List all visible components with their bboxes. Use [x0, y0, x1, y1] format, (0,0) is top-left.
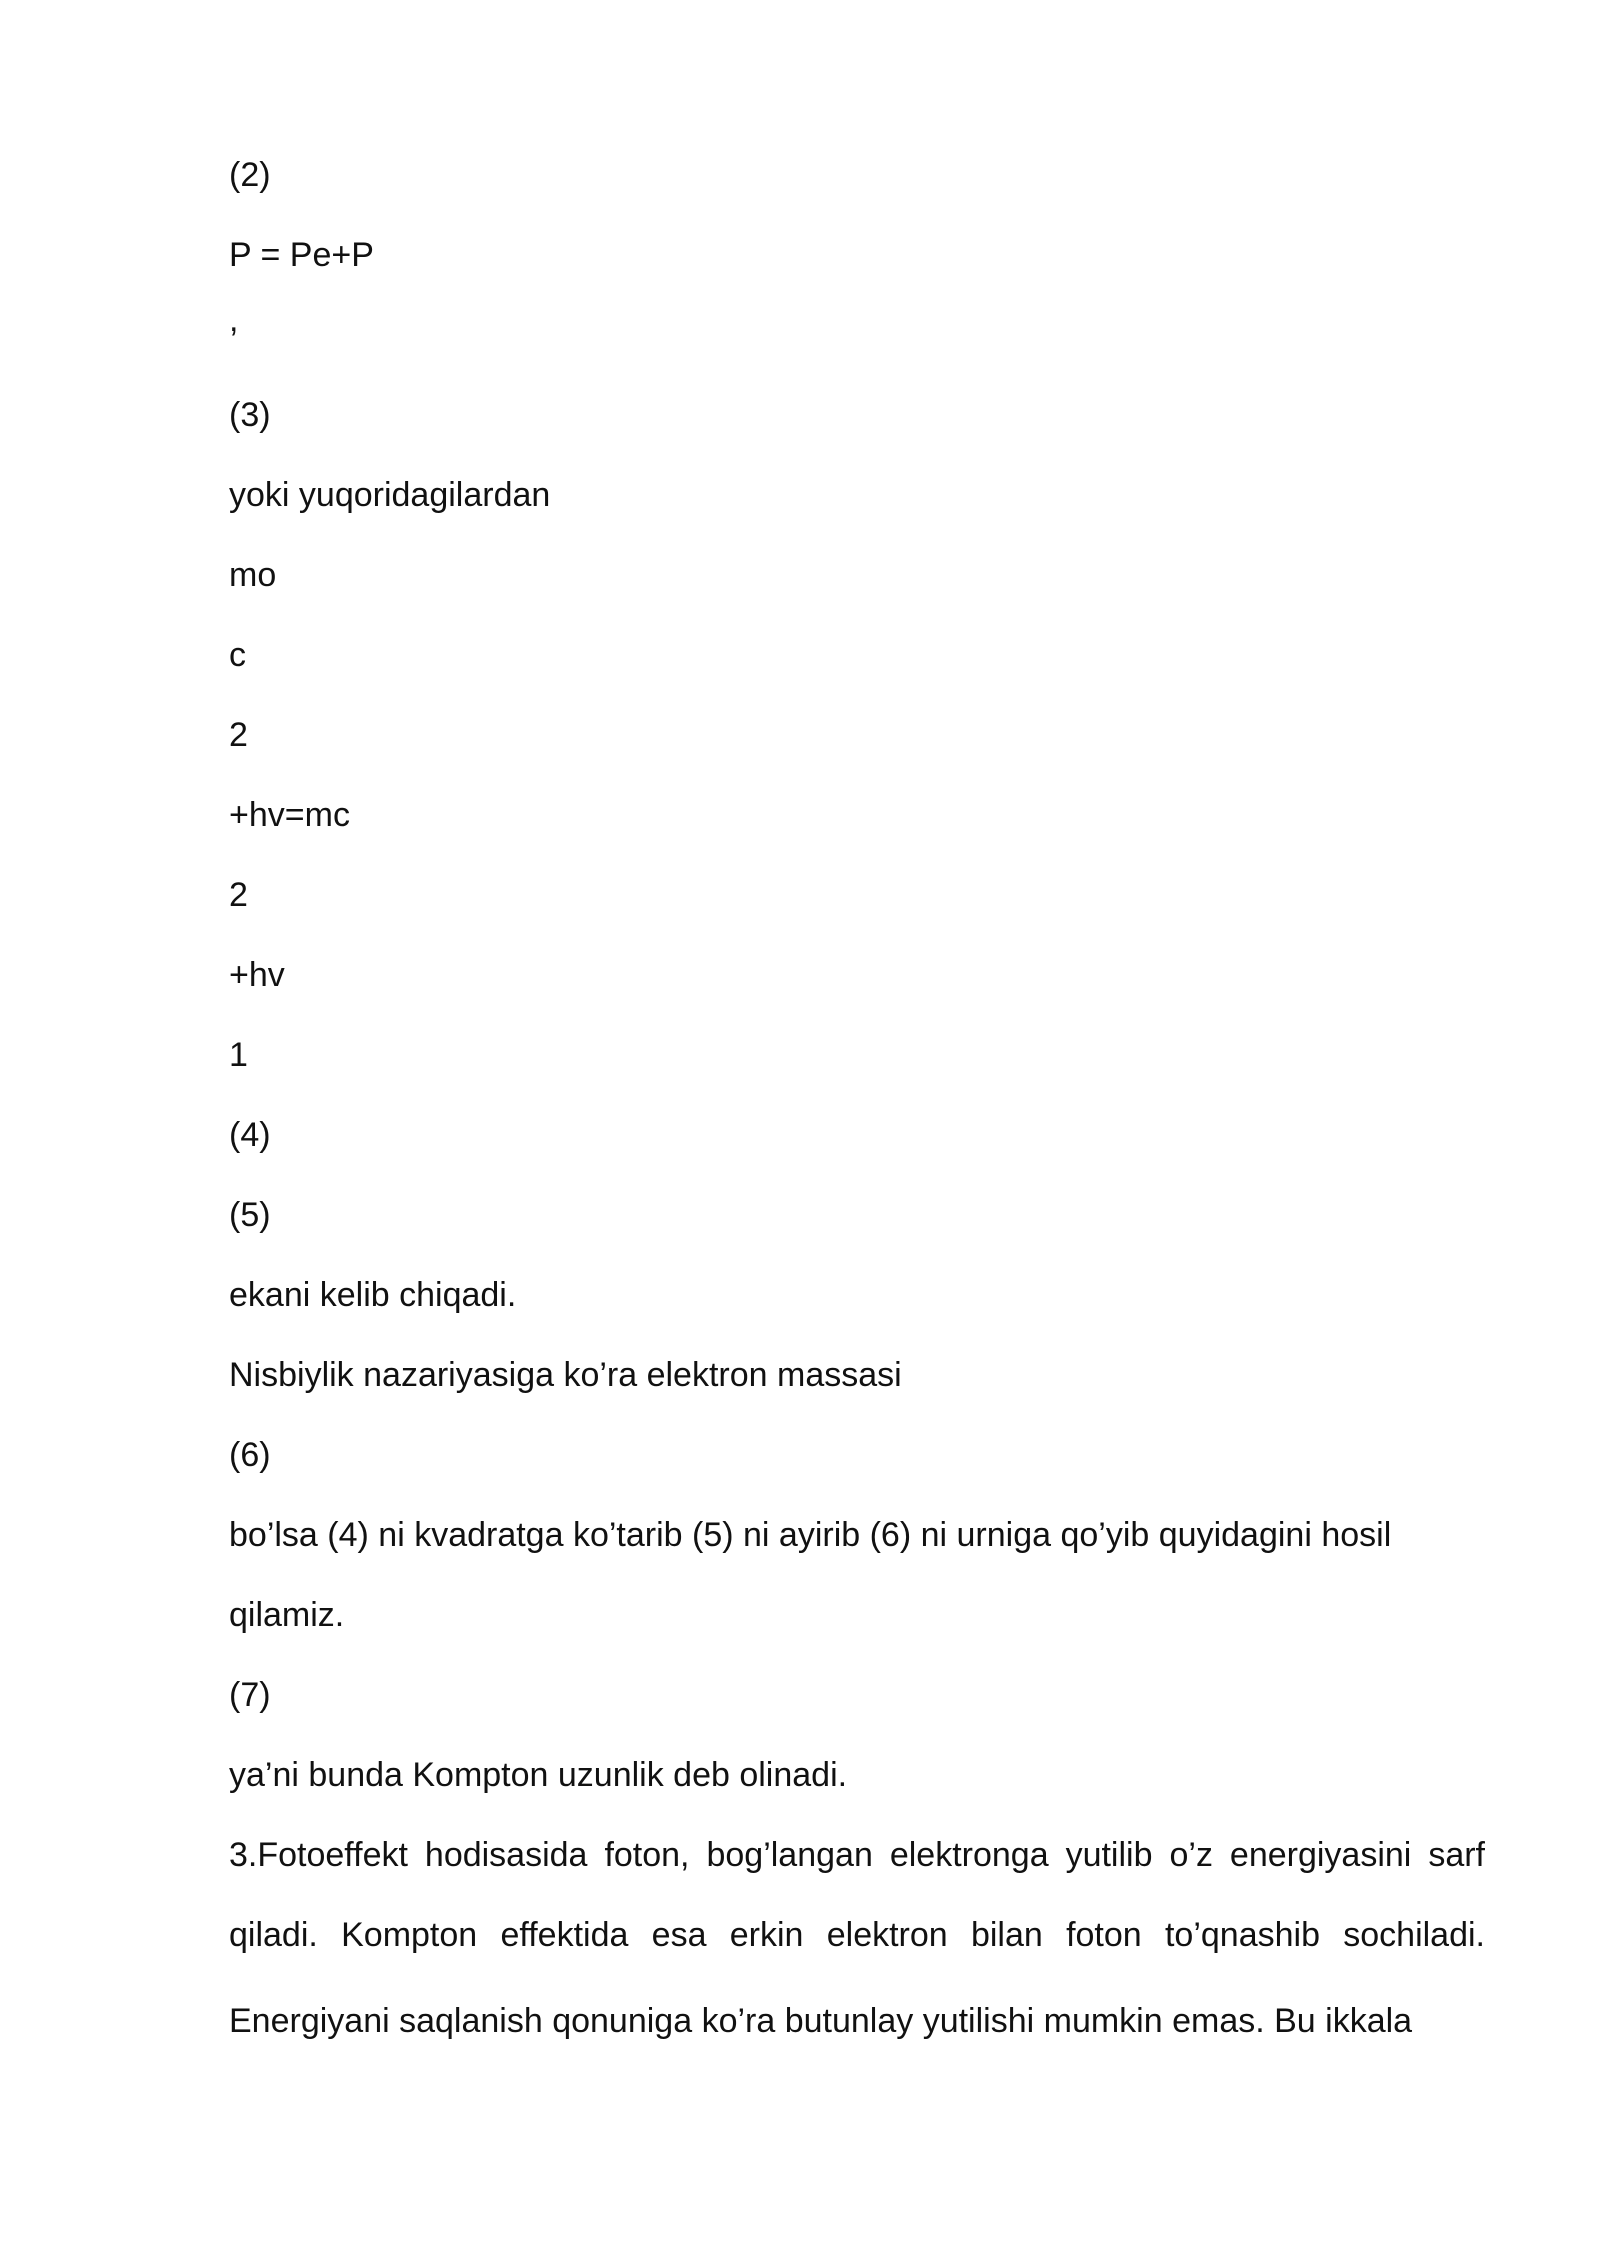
- text-line: Nisbiylik nazariyasiga ko’ra elektron massasi: [229, 1356, 902, 1394]
- equation-number-7: (7): [229, 1676, 271, 1714]
- text-line: 2: [229, 876, 248, 914]
- comma-line: ,: [229, 301, 239, 339]
- equation-line: +hv=mc: [229, 796, 350, 834]
- equation-number-5: (5): [229, 1196, 271, 1234]
- text-line: bo’lsa (4) ni kvadratga ko’tarib (5) ni ayirib (6) ni urniga qo’yib quyidagini hosil: [229, 1516, 1392, 1554]
- text-line: c: [229, 636, 246, 674]
- paragraph-line: qiladi. Kompton effektida esa erkin elektron bilan foton to’qnashib sochiladi.: [229, 1916, 1485, 1954]
- text-line: mo: [229, 556, 277, 594]
- text-line: yoki yuqoridagilardan: [229, 476, 551, 514]
- equation-line: P = Pe+P: [229, 236, 374, 274]
- equation-number-2: (2): [229, 156, 271, 194]
- text-line: ekani kelib chiqadi.: [229, 1276, 517, 1314]
- text-line: 2: [229, 716, 248, 754]
- equation-number-6: (6): [229, 1436, 271, 1474]
- text-line: 1: [229, 1036, 248, 1074]
- equation-number-4: (4): [229, 1116, 271, 1154]
- paragraph-line: Energiyani saqlanish qonuniga ko’ra butunlay yutilishi mumkin emas. Bu ikkala: [229, 2002, 1413, 2040]
- equation-number-3: (3): [229, 396, 271, 434]
- paragraph-line: 3.Fotoeffekt hodisasida foton, bog’langan elektronga yutilib o’z energiyasini sarf: [229, 1836, 1485, 1874]
- equation-line: +hv: [229, 956, 285, 994]
- text-line: qilamiz.: [229, 1596, 345, 1634]
- text-line: ya’ni bunda Kompton uzunlik deb olinadi.: [229, 1756, 848, 1794]
